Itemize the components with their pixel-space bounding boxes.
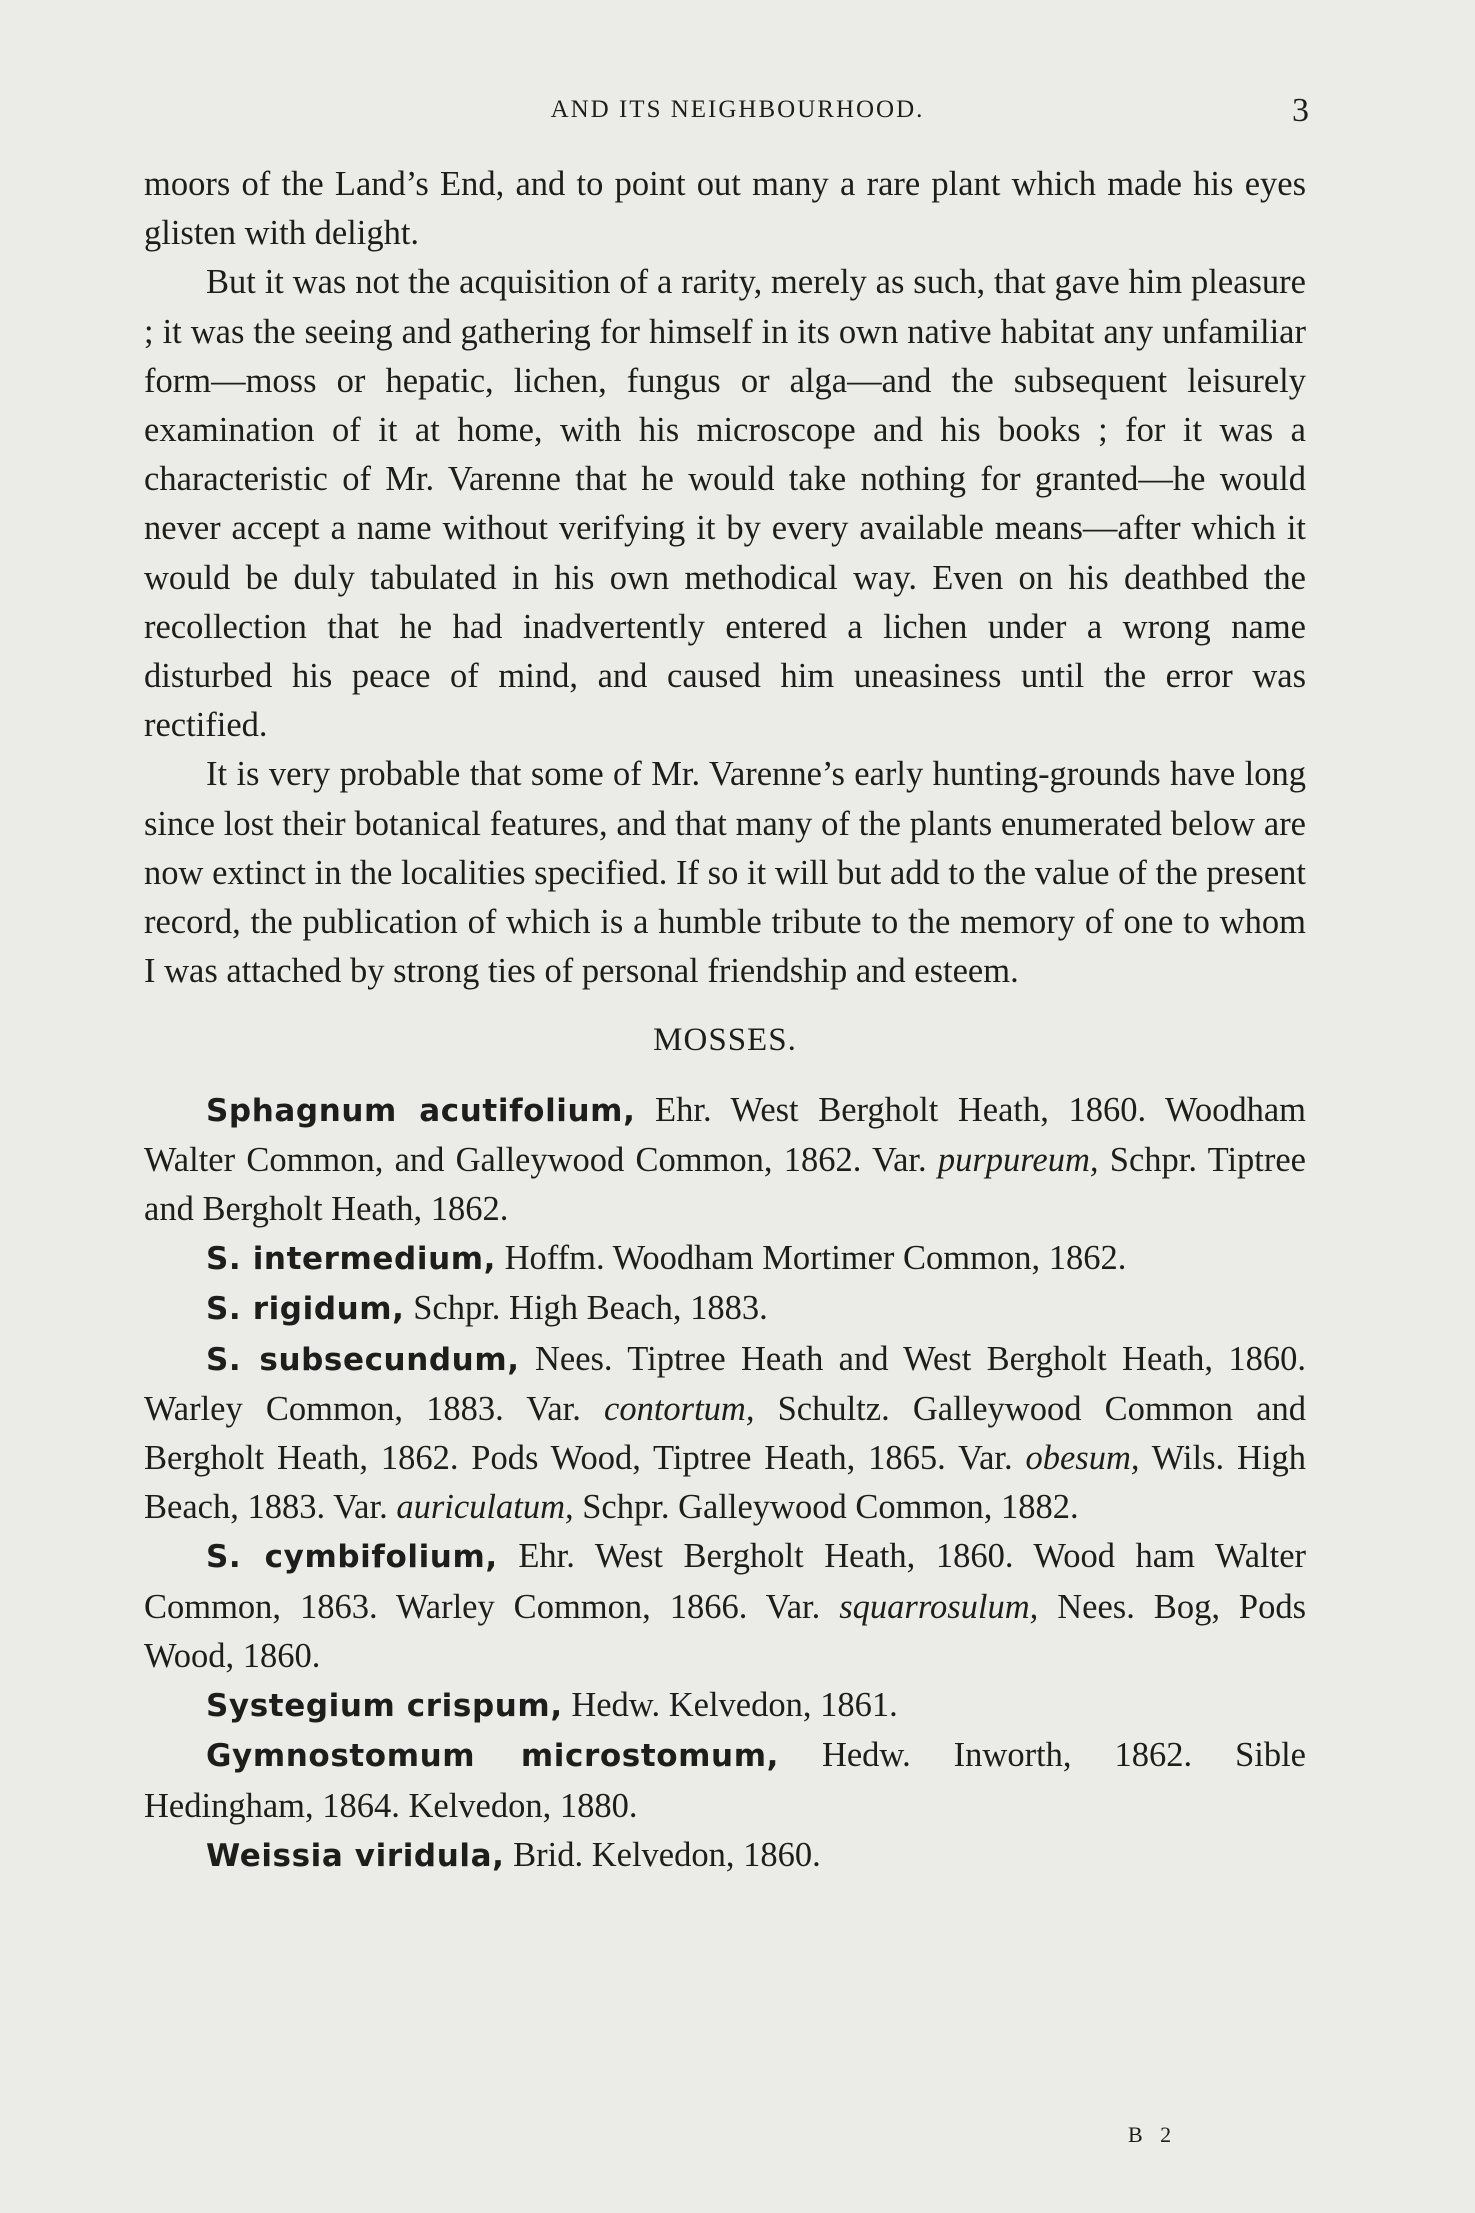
entry-text: Schultz. Galleywood Common and Bergholt Heath, 1862. Pods Wood, Tiptree Heath, 1865. Var. [144,1389,1307,1478]
species-entry [144,1831,1306,1881]
species-entry [144,1681,1306,1731]
section-heading: MOSSES. [653,1022,797,1059]
species-entry [144,1234,1306,1284]
entry-text: Hedw. Inworth, 1862. Sible Hedingham, 1864. Kelvedon, 1880. [144,1736,1306,1825]
species-name: Gymnostomum microstomum, [206,1738,779,1775]
species-name: Weissia viridula, [206,1837,505,1874]
species-entry [144,1086,1306,1235]
entry-text: Brid. Kelvedon, 1860. [504,1835,821,1874]
variety-name: obesum, [1025,1439,1140,1478]
species-name: S. intermedium, [206,1241,497,1278]
species-name: Sphagnum acutifolium, [206,1092,636,1129]
entry-text: Schpr. High Beach, 1883. [404,1289,768,1328]
entry-text: Wils. High Beach, 1883. Var. [144,1439,1307,1527]
running-head [0,92,1475,132]
paragraph: It is very probable that some of Mr. Varenne’s early hunting-grounds have long since lost their botanical features, and that many of the plants enumerated below are now extinct in the localities specified. If so it will but add to the value of the present record, the publication of which is a humble tribute to the memory of one to whom I was attached by strong ties of personal friendship and esteem. [144,755,1306,991]
signature-mark: B 2 [1128,2122,1178,2147]
variety-name: squarrosulum, [839,1587,1039,1626]
entry-text: Hedw. Kelvedon, 1861. [562,1686,898,1725]
page-number: 3 [1292,92,1309,129]
entry-text: Ehr. West Bergholt Heath, 1860. Wood ham Walter Common, 1863. Warley Common, 1866. Var. [144,1537,1307,1626]
entry-text: Schpr. Galleywood Common, 1882. [573,1488,1079,1527]
species-entry [144,1731,1306,1830]
species-entry [144,1284,1306,1334]
running-title: AND ITS NEIGHBOURHOOD. [550,96,925,123]
entry-text: Schpr. Tiptree and Bergholt Heath, 1862. [144,1140,1306,1229]
species-name: S. subsecundum, [206,1341,520,1378]
variety-name: contortum, [604,1389,755,1428]
entry-text: Nees. Bog, Pods Wood, 1860. [144,1587,1307,1675]
paragraph-continuation: moors of the Land’s End, and to point out many a rare plant which made his eyes glisten with delight. [144,165,1306,253]
species-name: Systegium crispum, [206,1688,563,1725]
entry-text: Hoffm. Woodham Mortimer Common, 1862. [496,1239,1127,1278]
species-name: S. rigidum, [206,1291,405,1328]
entry-text: Nees. Tiptree Heath and West Bergholt Heath, 1860. Warley Common, 1883. Var. [144,1339,1306,1428]
species-entry [144,1532,1306,1681]
species-name: S. cymbifolium, [206,1539,498,1576]
species-entry [144,1335,1306,1533]
variety-name: auriculatum, [396,1488,574,1527]
variety-name: purpureum, [937,1140,1099,1179]
body-text [144,160,1306,1881]
entry-text: Ehr. West Bergholt Heath, 1860. Woodham Walter Common, and Galleywood Common, 1862. Var. [144,1090,1306,1179]
paragraph: But it was not the acquisition of a rarity, merely as such, that gave him pleasure ; it was the seeing and gathering for himself in its own native habitat any unfamiliar form—moss or hepatic, lichen, fungus or alga—and the subsequent leisurely examination of it at home, with his microscope and his books ; for it was a characteristic of Mr. Varenne that he would take nothing for granted—he would never accept a name without verifying it by every available means—after which it would be duly tabulated in his own methodical way. Even on his deathbed the recollection that he had inadvertently entered a lichen under a wrong name disturbed his peace of mind, and caused him uneasiness until the error was rectified. [144,263,1306,745]
